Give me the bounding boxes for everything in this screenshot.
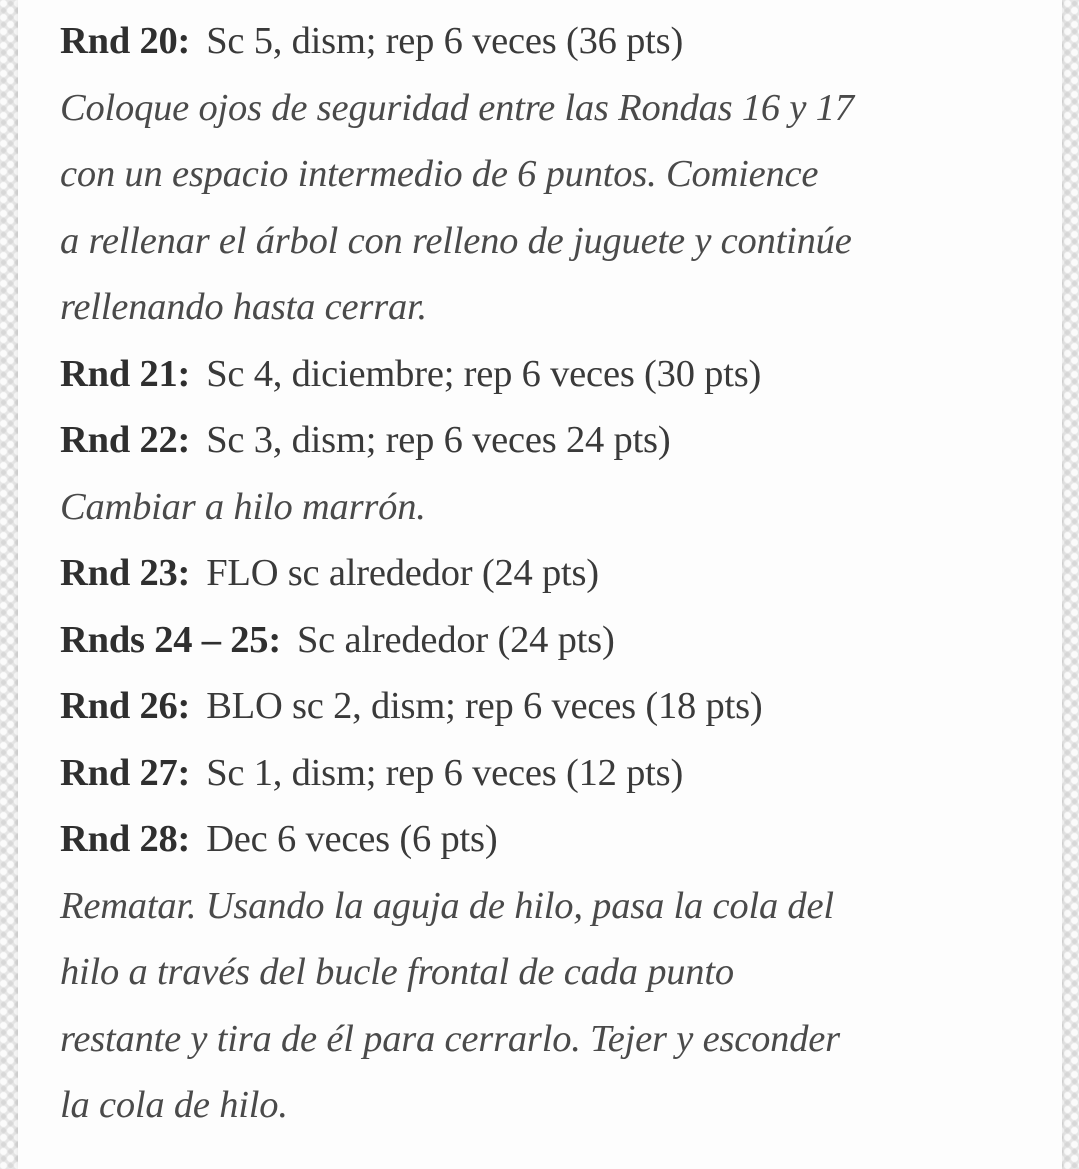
round-instruction: BLO sc 2, dism; rep 6 veces (18 pts)	[206, 685, 763, 727]
note-change-color: Cambiar a hilo marrón.	[60, 485, 426, 528]
round-label: Rnd 28:	[60, 818, 191, 860]
round-label: Rnd 22:	[60, 419, 191, 461]
round-label: Rnds 24 – 25:	[60, 618, 281, 661]
note-safety-eyes-line-1: Coloque ojos de seguridad entre las Rondas 16 y 17	[60, 86, 854, 129]
round-instruction: Sc 3, dism; rep 6 veces 24 pts)	[206, 419, 671, 461]
round-26	[60, 673, 1042, 740]
round-label: Rnd 20:	[60, 20, 191, 62]
round-instruction: Sc 5, dism; rep 6 veces (36 pts)	[206, 20, 684, 62]
round-20	[60, 8, 1042, 75]
round-instruction: Sc alrededor (24 pts)	[296, 618, 615, 661]
pattern-content	[18, 0, 1062, 1169]
note-finish-line-4: la cola de hilo.	[60, 1084, 288, 1126]
round-label: Rnd 23:	[60, 552, 191, 594]
rounds-24-25	[60, 607, 1042, 674]
round-instruction: Sc 1, dism; rep 6 veces (12 pts)	[206, 751, 684, 794]
round-21	[60, 341, 1042, 408]
round-label: Rnd 21:	[60, 352, 191, 395]
round-22	[60, 407, 1042, 474]
note-safety-eyes-line-2: con un espacio intermedio de 6 puntos. Comience	[60, 153, 819, 195]
note-finish-line-3: restante y tira de él para cerrarlo. Tejer y esconder	[60, 1017, 840, 1060]
note-safety-eyes-line-3: a rellenar el árbol con relleno de juguete y continúe	[60, 219, 852, 262]
round-28	[60, 806, 1042, 873]
round-instruction: Dec 6 veces (6 pts)	[206, 818, 498, 860]
note-safety-eyes-line-4: rellenando hasta cerrar.	[60, 286, 427, 328]
round-label: Rnd 26:	[60, 685, 191, 727]
round-instruction: FLO sc alrededor (24 pts)	[206, 552, 599, 594]
round-23	[60, 540, 1042, 607]
note-finish-line-2: hilo a través del bucle frontal de cada punto	[60, 951, 734, 993]
note-finish-line-1: Rematar. Usando la aguja de hilo, pasa la cola del	[60, 884, 834, 927]
round-instruction: Sc 4, diciembre; rep 6 veces (30 pts)	[206, 352, 762, 395]
round-27	[60, 740, 1042, 807]
round-label: Rnd 27:	[60, 751, 191, 794]
